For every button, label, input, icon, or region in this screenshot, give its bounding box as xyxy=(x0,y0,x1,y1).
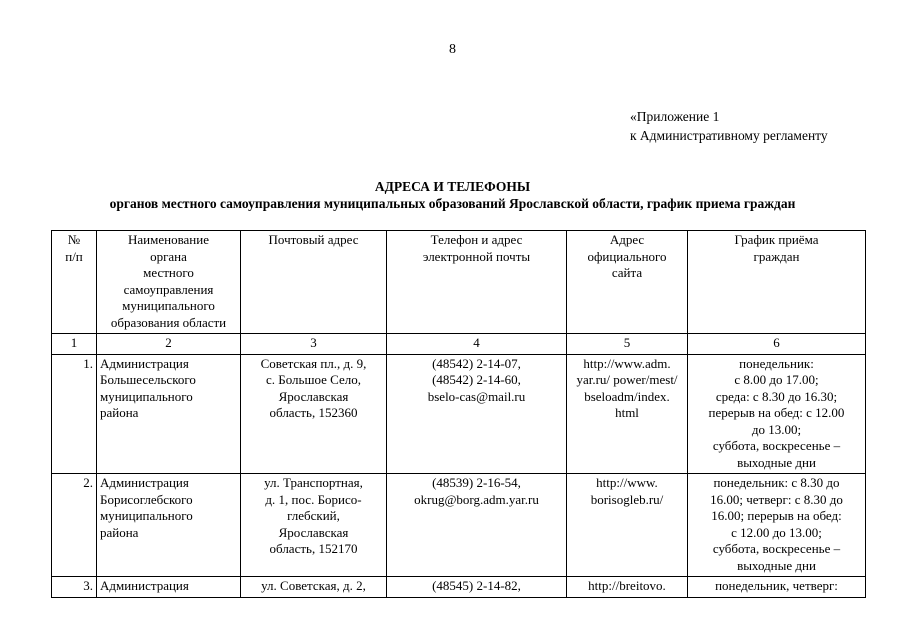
column-index: 1 xyxy=(52,334,97,355)
column-index: 4 xyxy=(387,334,567,355)
postal-address: Советская пл., д. 9, с. Большое Село, Ярославская область, 152360 xyxy=(241,354,387,474)
column-index: 2 xyxy=(97,334,241,355)
header-num: № п/п xyxy=(52,231,97,334)
column-index: 6 xyxy=(688,334,866,355)
official-site: http://breitovo. xyxy=(567,577,688,598)
table-row xyxy=(52,354,866,474)
table-header-row xyxy=(52,231,866,334)
header-contacts: Телефон и адрес электронной почты xyxy=(387,231,567,334)
header-address: Почтовый адрес xyxy=(241,231,387,334)
official-site: http://www. borisogleb.ru/ xyxy=(567,474,688,577)
column-index: 3 xyxy=(241,334,387,355)
header-site: Адрес официального сайта xyxy=(567,231,688,334)
header-name: Наименование органа местного самоуправления муниципального образования области xyxy=(97,231,241,334)
appendix-line-2: к Административному регламенту xyxy=(630,128,828,143)
header-schedule: График приёма граждан xyxy=(688,231,866,334)
phone-email: (48539) 2-16-54, okrug@borg.adm.yar.ru xyxy=(387,474,567,577)
contacts-table xyxy=(51,230,866,598)
appendix-reference xyxy=(630,107,828,145)
table-row xyxy=(52,577,866,598)
phone-email: (48545) 2-14-82, xyxy=(387,577,567,598)
postal-address: ул. Советская, д. 2, xyxy=(241,577,387,598)
document-title xyxy=(0,178,905,212)
title-line-2: органов местного самоуправления муниципальных образований Ярославской области, график приема граждан xyxy=(109,196,796,211)
column-index-row xyxy=(52,334,866,355)
row-number: 3. xyxy=(52,577,97,598)
row-number: 1. xyxy=(52,354,97,474)
reception-schedule: понедельник: с 8.30 до 16.00; четверг: с 8.30 до 16.00; перерыв на обед: с 12.00 до 13.00; суббота, воскресенье – выходные дни xyxy=(688,474,866,577)
reception-schedule: понедельник, четверг: xyxy=(688,577,866,598)
postal-address: ул. Транспортная, д. 1, пос. Борисо- глебский, Ярославская область, 152170 xyxy=(241,474,387,577)
phone-email: (48542) 2-14-07, (48542) 2-14-60, bselo-cas@mail.ru xyxy=(387,354,567,474)
row-number: 2. xyxy=(52,474,97,577)
table-row xyxy=(52,474,866,577)
reception-schedule: понедельник: с 8.00 до 17.00; среда: с 8.30 до 16.30; перерыв на обед: с 12.00 до 13.00; суббота, воскресенье – выходные дни xyxy=(688,354,866,474)
title-line-1: АДРЕСА И ТЕЛЕФОНЫ xyxy=(374,179,531,194)
official-site: http://www.adm. yar.ru/ power/mest/ bseloadm/index. html xyxy=(567,354,688,474)
column-index: 5 xyxy=(567,334,688,355)
appendix-line-1: «Приложение 1 xyxy=(630,109,720,124)
organ-name: Администрация xyxy=(97,577,241,598)
page-number: 8 xyxy=(449,42,456,57)
organ-name: Администрация Борисоглебского муниципального района xyxy=(97,474,241,577)
organ-name: Администрация Большесельского муниципального района xyxy=(97,354,241,474)
